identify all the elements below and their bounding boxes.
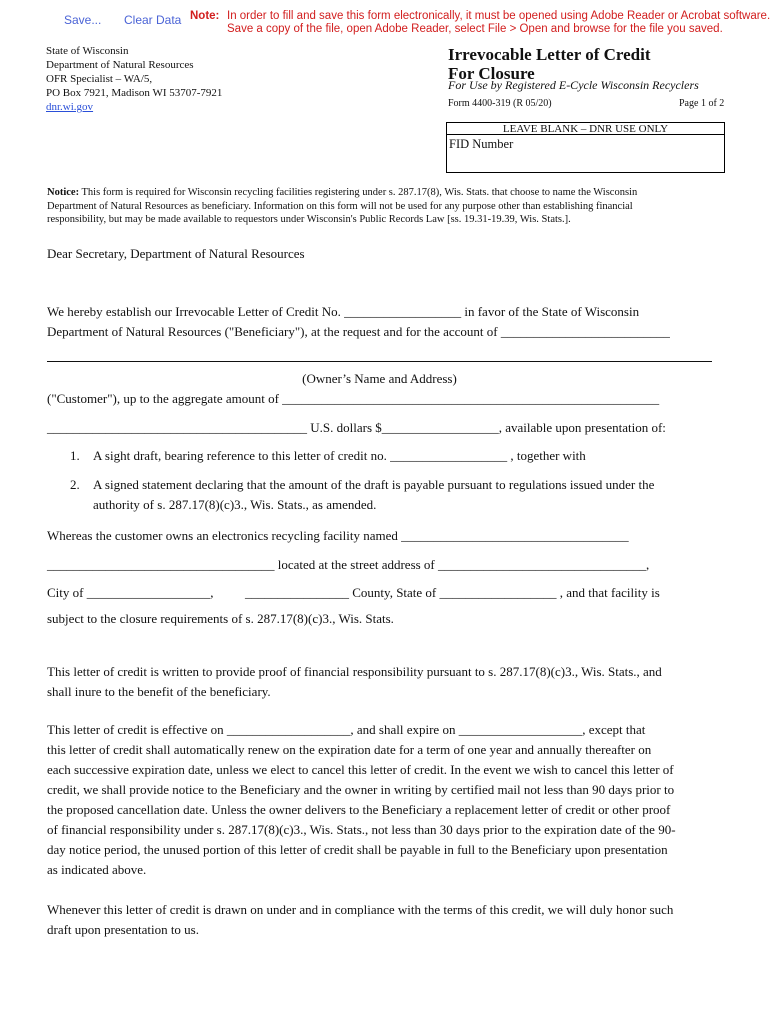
purpose-line-1: This letter of credit is written to provide proof of financial responsibility pursuant to s. 287.17(8)(c)3., Wis. Stats., and — [47, 664, 662, 679]
owner-name-address-field[interactable] — [47, 361, 712, 362]
clear-data-button[interactable]: Clear Data — [124, 13, 182, 27]
honor-line-2: draft upon presentation to us. — [47, 922, 199, 937]
effective-line-4: credit, we shall provide notice to the Beneficiary and the owner in writing by certified mail not less than 90 days prior to — [47, 782, 675, 797]
honor-line-1: Whenever this letter of credit is drawn on under and in compliance with the terms of this credit, we will duly honor such — [47, 902, 674, 917]
notice-line-1: This form is required for Wisconsin recycling facilities registering under s. 287.17(8), Wis. Stats. that choose to name the Wisconsin — [81, 187, 638, 198]
owner-caption: (Owner’s Name and Address) — [302, 371, 457, 386]
effective-date-paragraph — [47, 720, 676, 880]
effective-line-2: this letter of credit shall automatically renew on the expiration date for a term of one year and annually thereafter on — [47, 742, 652, 757]
agency-specialist: OFR Specialist – WA/5, — [46, 73, 153, 85]
city-field[interactable]: City of ___________________, — [47, 585, 214, 600]
effective-line-7: day notice period, the unused portion of this letter of credit shall be payable in full to the Beneficiary upon presentation — [47, 842, 668, 857]
salutation: Dear Secretary, Department of Natural Resources — [47, 246, 305, 261]
form-number: Form 4400-319 (R 05/20) — [448, 98, 552, 109]
agency-department: Department of Natural Resources — [46, 59, 194, 71]
purpose-line-2: shall inure to the benefit of the beneficiary. — [47, 684, 271, 699]
note-line-2: Save a copy of the file, open Adobe Reader, select File > Open and browse for the file you saved. — [227, 22, 723, 35]
form-title-line-2: For Closure — [448, 64, 535, 83]
effective-line-3: each successive expiration date, unless we elect to cancel this letter of credit. In the event we wish to cancel this letter of — [47, 762, 674, 777]
honor-paragraph — [47, 900, 673, 940]
notice-paragraph — [47, 186, 737, 227]
effective-line-5: the proposed cancellation date. Unless the owner delivers to the Beneficiary a replacement letter of credit or other proof — [47, 802, 671, 817]
customer-amount-line[interactable]: ("Customer"), up to the aggregate amount of __________________________________________________________ — [47, 391, 660, 406]
purpose-paragraph — [47, 662, 662, 702]
notice-label: Notice: — [47, 187, 80, 198]
notice-line-3: responsibility, but may be made available to requestors under Wisconsin's Public Records Law [ss. 19.31-19.39, Wis. Stats.]. — [47, 214, 571, 225]
form-subtitle: For Use by Registered E-Cycle Wisconsin Recyclers — [448, 78, 699, 92]
effective-line-6: of financial responsibility under s. 287.17(8)(c)3., Wis. Stats., not less than 30 days prior to the expiration date of the 90- — [47, 822, 676, 837]
street-address-line[interactable]: ___________________________________ located at the street address of ________________________________, — [47, 557, 650, 572]
item-2-line-2: authority of s. 287.17(8)(c)3., Wis. Stats., as amended. — [93, 497, 377, 512]
item-1-sight-draft[interactable]: A sight draft, bearing reference to this letter of credit no. __________________ , together with — [93, 448, 586, 463]
save-button[interactable]: Save... — [64, 13, 102, 27]
fid-number-field[interactable] — [447, 135, 724, 152]
agency-po-box: PO Box 7921, Madison WI 53707-7921 — [46, 87, 223, 99]
agency-address — [46, 44, 222, 114]
form-title-line-1: Irrevocable Letter of Credit — [448, 45, 651, 64]
effective-dates-line[interactable]: This letter of credit is effective on ___________________, and shall expire on ___________________, except that — [47, 722, 646, 737]
note-label: Note: — [190, 10, 220, 22]
us-dollars-line[interactable]: ________________________________________ U.S. dollars $__________________, available upon presentation of: — [47, 420, 666, 435]
note-text — [227, 10, 770, 35]
agency-website-link[interactable]: dnr.wi.gov — [46, 101, 94, 113]
county-state-line[interactable]: ________________ County, State of __________________ , and that facility is — [245, 585, 660, 600]
dnr-use-only-header: LEAVE BLANK – DNR USE ONLY — [447, 123, 724, 135]
fid-number-label: FID Number — [449, 137, 514, 151]
letter-credit-line-1[interactable]: We hereby establish our Irrevocable Letter of Credit No. __________________ in favor of the State of Wisconsin — [47, 304, 640, 319]
item-2-number: 2. — [70, 477, 80, 492]
closure-requirements-line: subject to the closure requirements of s. 287.17(8)(c)3., Wis. Stats. — [47, 611, 394, 626]
page-number: Page 1 of 2 — [679, 98, 725, 109]
item-2-line-1: A signed statement declaring that the amount of the draft is payable pursuant to regulations issued under the — [93, 477, 655, 492]
facility-name-line[interactable]: Whereas the customer owns an electronics recycling facility named ___________________________________ — [47, 528, 629, 543]
agency-state: State of Wisconsin — [46, 45, 129, 57]
notice-line-2: Department of Natural Resources as beneficiary. Information on this form will not be used for any purpose other than establishing financial — [47, 200, 633, 212]
item-1-number: 1. — [70, 448, 80, 463]
letter-credit-line-2[interactable]: Department of Natural Resources ("Beneficiary"), at the request and for the account of __________________________ — [47, 324, 670, 339]
note-line-1: In order to fill and save this form electronically, it must be opened using Adobe Reader or Acrobat software. — [227, 10, 770, 22]
dnr-use-only-box — [446, 122, 725, 173]
effective-line-8: as indicated above. — [47, 862, 147, 877]
